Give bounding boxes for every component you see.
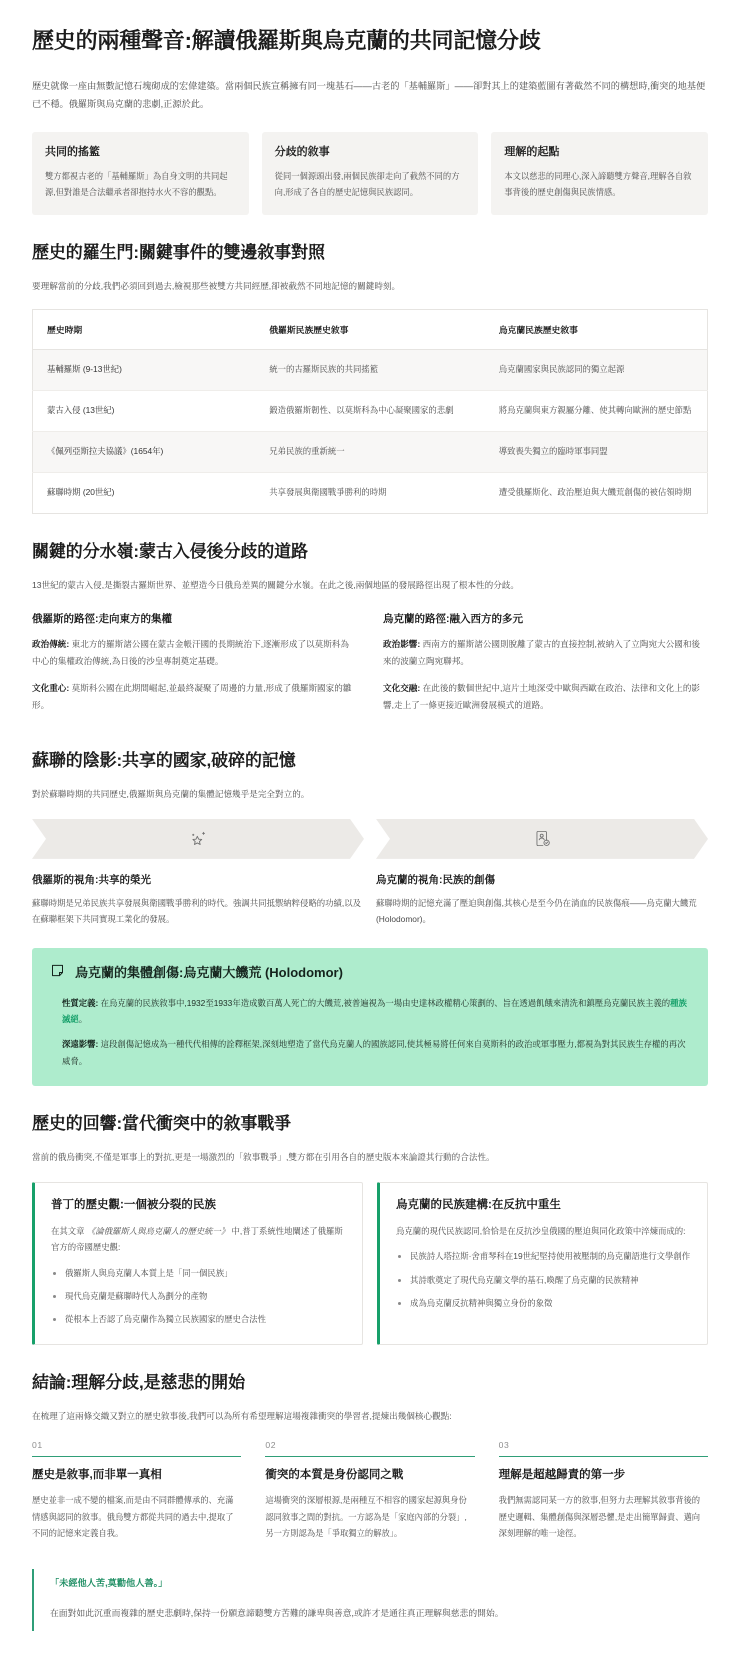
callout-definition [62, 995, 690, 1028]
section-historical-echo [32, 1112, 708, 1345]
table-cell-period: 《佩列亞斯拉夫協議》(1654年) [33, 431, 256, 472]
perspective-title: 俄羅斯的視角:共享的榮光 [32, 873, 151, 886]
column-paragraph [32, 680, 357, 714]
table-cell-russian: 共享發展與衛國戰爭勝利的時期 [269, 486, 387, 497]
section-heading: 蘇聯的陰影:共享的國家,破碎的記憶 [32, 751, 296, 771]
intro-card-body: 本文以慈悲的同理心,深入諦聽雙方聲音,理解各自敘事背後的歷史創傷與民族情感。 [504, 170, 692, 198]
perspective-body: 蘇聯時期的記憶充滿了壓迫與創傷,其核心是至今仍在淌血的民族傷痕——烏克蘭大饑荒(Holodomor)。 [376, 897, 697, 925]
callout-text-tail: 。 [78, 1013, 88, 1024]
paragraph-text: 莫斯科公國在此期間崛起,並最終凝聚了周邊的力量,形成了俄羅斯國家的雛形。 [32, 682, 352, 710]
intro-card [491, 132, 708, 216]
section-lede: 在梳理了這兩條交織又對立的歷史敘事後,我們可以為所有希望理解這場複雜衝突的學習者,提煉出幾個核心觀點: [32, 1410, 452, 1421]
table-row [33, 472, 708, 513]
echo-card-body [396, 1223, 691, 1239]
echo-card-putin [32, 1182, 363, 1345]
quote-lead-text: 「未經他人苦,莫勸他人善。」 [50, 1577, 168, 1588]
paragraph-label: 政治傳統: [32, 639, 70, 650]
intro-card-group [32, 132, 708, 216]
conclusion-title: 歷史是敘事,而非單一真相 [32, 1469, 162, 1482]
intro-card [32, 132, 249, 216]
column-paragraph [32, 636, 357, 670]
perspective-body: 蘇聯時期是兄弟民族共享發展與衛國戰爭勝利的時代。強調共同抵禦納粹侵略的功績,以及在蘇聯框架下共同實現工業化的發展。 [32, 897, 361, 925]
watershed-columns [32, 611, 708, 723]
echo-card-group [32, 1182, 708, 1345]
table-cell-russian: 鍛造俄羅斯韌性、以莫斯科為中心凝聚國家的悲劇 [255, 390, 485, 431]
conclusion-title: 理解是超越歸責的第一步 [498, 1469, 626, 1482]
paragraph-text: 在此後的數個世紀中,這片土地深受中歐與西歐在政治、法律和文化上的影響,走上了一條更接近歐洲發展模式的道路。 [383, 682, 701, 710]
section-lede: 13世紀的蒙古入侵,是撕裂古羅斯世界、並塑造今日俄烏差異的關鍵分水嶺。在此之後,兩個地區的發展路徑出現了根本性的分歧。 [32, 579, 519, 590]
section-heading: 關鍵的分水嶺:蒙古入侵後分歧的道路 [32, 541, 308, 561]
intro-paragraph: 歷史就像一座由無數記憶石塊砌成的宏偉建築。當兩個民族宣稱擁有同一塊基石——古老的「基輔羅斯」——卻對其上的建築藍圖有著截然不同的構想時,衝突的地基便已不穩。俄羅斯與烏克蘭的悲劇,正源於此。 [32, 80, 706, 109]
column-title: 俄羅斯的路徑:走向東方的集權 [32, 613, 172, 626]
chevron-banner [32, 819, 364, 859]
paragraph-text: 西南方的羅斯諸公國則脫離了蒙古的直接控制,被納入了立陶宛大公國和後來的波蘭立陶宛聯邦。 [383, 639, 701, 667]
body-emphasis: 《論俄羅斯人與烏克蘭人的歷史統一》 [86, 1225, 230, 1236]
section-lede: 當前的俄烏衝突,不僅是軍事上的對抗,更是一場激烈的「敘事戰爭」,雙方都在引用各自的歷史版本來論證其行動的合法性。 [32, 1151, 495, 1162]
callout-highlight-term: 種族滅絕 [62, 997, 687, 1024]
table-row [33, 390, 708, 431]
list-item: 其詩歌奠定了現代烏克蘭文學的基石,喚醒了烏克蘭的民族精神 [396, 1272, 691, 1288]
echo-card-bullets [396, 1248, 691, 1311]
table-row [33, 431, 708, 472]
paragraph-label: 文化重心: [32, 682, 70, 693]
table-header-row [33, 309, 708, 349]
section-heading: 結論:理解分歧,是慈悲的開始 [32, 1372, 245, 1392]
paragraph-label: 政治影響: [383, 639, 421, 650]
conclusion-body: 這場衝突的深層根源,是兩種互不相容的國家起源與身份認同敘事之間的對抗。一方認為是「家庭內部的分裂」,另一方則認為是「爭取獨立的解放」。 [265, 1495, 467, 1538]
watershed-column-russia [32, 611, 357, 723]
intro-card-title: 理解的起點 [504, 145, 560, 158]
watershed-column-ukraine [383, 611, 708, 723]
perspective-panel-ukraine [376, 819, 708, 928]
narrative-comparison-table [32, 309, 708, 514]
echo-card-title: 普丁的歷史觀:一個被分裂的民族 [51, 1198, 216, 1211]
table-cell-period: 蒙古入侵 (13世紀) [33, 390, 256, 431]
intro-card-title: 分歧的敘事 [274, 145, 330, 158]
quote-body-text: 在面對如此沉重而複雜的歷史悲劇時,保持一份願意諦聽雙方苦難的謙卑與善意,或許才是通往真正理解與慈悲的開始。 [50, 1608, 504, 1619]
intro-card-title: 共同的搖籃 [45, 145, 100, 158]
callout-label: 性質定義: [62, 997, 99, 1008]
callout-text: 在烏克蘭的民族敘事中,1932至1933年造成數百萬人死亡的大饑荒,被普遍視為一場由史達林政權精心策劃的、旨在透過飢餓來清洗和鎮壓烏克蘭民族主義的 [98, 997, 671, 1008]
section-narrative-table [32, 241, 708, 513]
section-soviet-shadow [32, 749, 708, 1086]
closing-quote [32, 1569, 708, 1631]
conclusion-number: 01 [32, 1440, 241, 1457]
section-lede: 要理解當前的分歧,我們必須回到過去,檢視那些被雙方共同經歷,卻被截然不同地記憶的關鍵時刻。 [32, 281, 401, 292]
sparkle-star-icon [189, 829, 208, 848]
list-item: 民族詩人塔拉斯·舍甫琴科在19世紀堅持使用被壓制的烏克蘭語進行文學創作 [396, 1248, 691, 1264]
conclusion-item [265, 1440, 474, 1541]
perspective-panels [32, 819, 708, 928]
table-cell-period: 基輔羅斯 (9-13世紀) [33, 349, 256, 390]
holodomor-callout [32, 948, 708, 1087]
list-item: 從根本上否認了烏克蘭作為獨立民族國家的歷史合法性 [51, 1311, 346, 1327]
conclusion-item [32, 1440, 241, 1541]
table-cell-russian: 兄弟民族的重新統一 [255, 431, 485, 472]
echo-card-ukraine [377, 1182, 708, 1345]
paragraph-text: 東北方的羅斯諸公國在蒙古金帳汗國的長期統治下,逐漸形成了以莫斯科為中心的集權政治傳統,為日後的沙皇專制奠定基礎。 [32, 639, 350, 667]
conclusion-body: 歷史並非一成不變的檔案,而是由不同群體傳承的、充滿情感與認同的敘事。俄烏雙方都從共同的過去中,提取了不同的記憶來定義自我。 [32, 1495, 234, 1538]
perspective-panel-russia [32, 819, 364, 928]
body-text-a: 烏克蘭的現代民族認同,恰恰是在反抗沙皇俄國的壓迫與同化政策中淬煉而成的: [396, 1225, 686, 1236]
section-heading: 歷史的回響:當代衝突中的敘事戰爭 [32, 1114, 292, 1134]
section-watershed [32, 540, 708, 724]
id-document-verified-icon [533, 829, 552, 848]
perspective-title: 烏克蘭的視角:民族的創傷 [376, 873, 495, 886]
column-paragraph [383, 636, 708, 670]
note-icon [50, 963, 65, 983]
table-col-header-period: 歷史時期 [33, 309, 256, 349]
table-cell-ukrainian: 遭受俄羅斯化、政治壓迫與大饑荒創傷的被佔領時期 [498, 486, 692, 497]
callout-label: 深遠影響: [62, 1039, 99, 1050]
table-cell-ukrainian: 將烏克蘭與東方親屬分離、使其轉向歐洲的歷史節點 [485, 390, 708, 431]
list-item: 成為烏克蘭反抗精神與獨立身份的象徵 [396, 1295, 691, 1311]
table-col-header-russian: 俄羅斯民族歷史敘事 [255, 309, 485, 349]
intro-card [262, 132, 479, 216]
paragraph-label: 文化交融: [383, 682, 421, 693]
chevron-banner [376, 819, 708, 859]
conclusion-item [499, 1440, 708, 1541]
conclusion-body: 我們無需認同某一方的敘事,但努力去理解其敘事背後的歷史邏輯、集體創傷與深層恐懼,是走出簡單歸責、邁向深刻理解的唯一途徑。 [498, 1495, 701, 1538]
table-cell-russian: 統一的古羅斯民族的共同搖籃 [255, 349, 485, 390]
callout-header [50, 963, 690, 983]
column-title: 烏克蘭的路徑:融入西方的多元 [383, 613, 523, 626]
section-heading: 歷史的羅生門:關鍵事件的雙邊敘事對照 [32, 243, 325, 263]
echo-card-title: 烏克蘭的民族建構:在反抗中重生 [396, 1198, 561, 1211]
table-col-header-ukrainian: 烏克蘭民族歷史敘事 [485, 309, 708, 349]
intro-card-body: 雙方都視古老的「基輔羅斯」為自身文明的共同起源,但對誰是合法繼承者卻抱持水火不容的觀點。 [45, 170, 228, 198]
callout-text: 這段創傷記憶成為一種代代相傳的詮釋框架,深刻地塑造了當代烏克蘭人的國族認同,使其極易將任何來自莫斯科的政治或軍事壓力,都視為對其民族生存權的再次威脅。 [62, 1039, 686, 1066]
list-item: 俄羅斯人與烏克蘭人本質上是「同一個民族」 [51, 1265, 346, 1281]
table-row [33, 349, 708, 390]
callout-title: 烏克蘭的集體創傷:烏克蘭大饑荒 (Holodomor) [75, 964, 343, 980]
column-paragraph [383, 680, 708, 714]
table-cell-ukrainian: 烏克蘭國家與民族認同的獨立起源 [485, 349, 708, 390]
body-text-b: 中,普丁系統性地闡述了俄羅斯官方的帝國歷史觀: [51, 1225, 343, 1253]
echo-card-bullets [51, 1265, 346, 1328]
section-conclusion [32, 1371, 708, 1541]
callout-impact [62, 1036, 690, 1069]
table-cell-ukrainian: 導致喪失獨立的臨時軍事同盟 [485, 431, 708, 472]
list-item: 現代烏克蘭是蘇聯時代人為劃分的產物 [51, 1288, 346, 1304]
conclusion-number: 03 [499, 1440, 708, 1457]
conclusion-title: 衝突的本質是身份認同之戰 [265, 1469, 404, 1482]
intro-card-body: 從同一個源頭出發,兩個民族卻走向了截然不同的方向,形成了各自的歷史記憶與民族認同。 [274, 170, 460, 198]
table-cell-period: 蘇聯時期 (20世紀) [47, 486, 115, 497]
conclusion-columns [32, 1440, 708, 1541]
body-text-a: 在其文章 [51, 1225, 87, 1236]
page-title: 歷史的兩種聲音:解讀俄羅斯與烏克蘭的共同記憶分歧 [32, 28, 541, 53]
section-lede: 對於蘇聯時期的共同歷史,俄羅斯與烏克蘭的集體記憶幾乎是完全對立的。 [32, 789, 310, 800]
conclusion-number: 02 [265, 1440, 474, 1457]
echo-card-body [51, 1223, 346, 1256]
